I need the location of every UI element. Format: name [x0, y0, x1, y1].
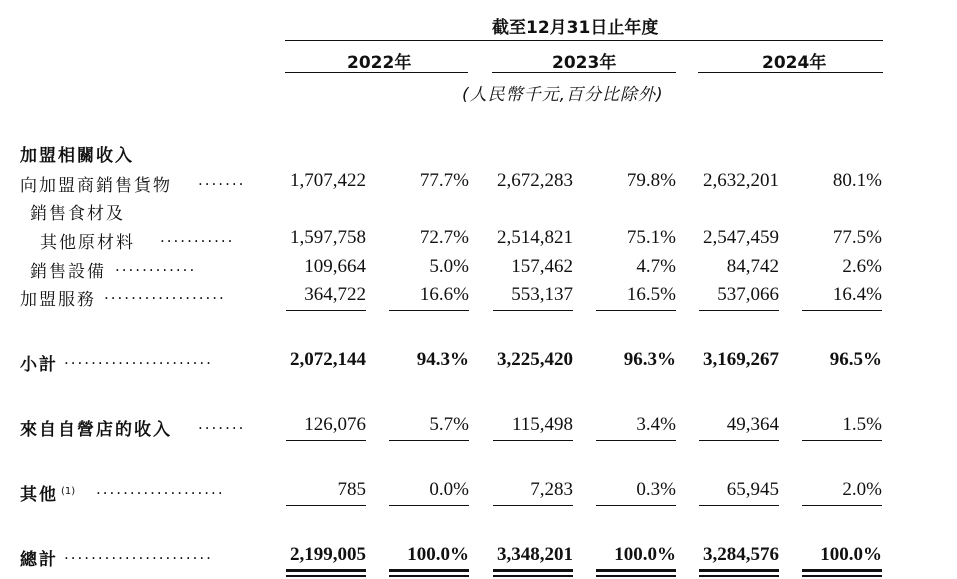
subtotal-rule	[286, 310, 366, 311]
value-2024: 3,284,576	[703, 544, 779, 565]
total-double-rule	[493, 569, 573, 577]
total-double-rule	[596, 569, 676, 577]
value-2023: 3,348,201	[497, 544, 573, 565]
percent-2022: 5.0%	[429, 256, 469, 277]
percent-2023: 75.1%	[626, 227, 676, 248]
value-2023: 553,137	[511, 284, 573, 305]
percent-2022: 100.0%	[407, 544, 469, 565]
year-rule-2024	[698, 72, 883, 73]
percent-2023: 0.3%	[636, 479, 676, 500]
row-rule	[802, 505, 882, 506]
subtotal-rule	[699, 310, 779, 311]
value-2024: 3,169,267	[703, 349, 779, 370]
value-2022: 126,076	[304, 414, 366, 435]
period-header-rule	[285, 40, 883, 41]
row-label	[20, 480, 75, 505]
row-leader-dots: ............	[115, 257, 197, 275]
footnote-marker: (1)	[61, 486, 76, 497]
year-header-2023: 2023年	[552, 53, 617, 73]
row-leader-dots: .......	[198, 415, 246, 433]
year-rule-2023	[492, 72, 676, 73]
percent-2023: 3.4%	[636, 414, 676, 435]
section-title: 加盟相關收入	[20, 146, 134, 166]
row-rule	[802, 440, 882, 441]
percent-2022: 16.6%	[419, 284, 469, 305]
percent-2022: 94.3%	[416, 349, 469, 370]
year-header-2022: 2022年	[347, 53, 412, 73]
value-2022: 2,072,144	[290, 349, 366, 370]
row-label: 銷售設備	[30, 262, 106, 282]
percent-2024: 96.5%	[829, 349, 882, 370]
value-2023: 2,514,821	[497, 227, 573, 248]
value-2023: 157,462	[511, 256, 573, 277]
value-2023: 3,225,420	[497, 349, 573, 370]
percent-2022: 72.7%	[419, 227, 469, 248]
value-2023: 2,672,283	[497, 170, 573, 191]
unit-note: (人民幣千元,百分比除外)	[462, 85, 664, 105]
row-label: 來自自營店的收入	[20, 420, 172, 440]
percent-2023: 79.8%	[626, 170, 676, 191]
percent-2024: 16.4%	[832, 284, 882, 305]
subtotal-rule	[596, 310, 676, 311]
row-leader-dots: ......................	[64, 545, 213, 563]
row-rule	[493, 440, 573, 441]
value-2024: 65,945	[726, 479, 779, 500]
row-leader-dots: ......................	[64, 350, 213, 368]
percent-2023: 16.5%	[626, 284, 676, 305]
row-rule	[699, 505, 779, 506]
value-2022: 1,597,758	[290, 227, 366, 248]
percent-2024: 100.0%	[820, 544, 882, 565]
value-2022: 1,707,422	[290, 170, 366, 191]
period-header: 截至12月31日止年度	[492, 18, 659, 38]
value-2024: 49,364	[726, 414, 779, 435]
value-2024: 2,632,201	[703, 170, 779, 191]
value-2024: 537,066	[717, 284, 779, 305]
row-rule	[389, 505, 469, 506]
row-rule	[286, 505, 366, 506]
value-2024: 84,742	[726, 256, 779, 277]
subtotal-rule	[493, 310, 573, 311]
value-2023: 7,283	[530, 479, 573, 500]
year-header-2024: 2024年	[762, 53, 827, 73]
percent-2023: 96.3%	[623, 349, 676, 370]
percent-2022: 5.7%	[429, 414, 469, 435]
value-2022: 109,664	[304, 256, 366, 277]
row-leader-dots: .......	[198, 171, 246, 189]
percent-2024: 2.6%	[842, 256, 882, 277]
row-rule	[596, 505, 676, 506]
percent-2023: 4.7%	[636, 256, 676, 277]
row-leader-dots: ..................	[104, 285, 226, 303]
row-label-line1: 銷售食材及	[30, 204, 125, 224]
row-label: 小計	[20, 355, 58, 375]
total-double-rule	[802, 569, 882, 577]
row-leader-dots: ...................	[96, 480, 225, 498]
value-2023: 115,498	[511, 414, 573, 435]
total-double-rule	[699, 569, 779, 577]
year-rule-2022	[285, 72, 468, 73]
row-rule	[596, 440, 676, 441]
row-rule	[493, 505, 573, 506]
percent-2022: 77.7%	[419, 170, 469, 191]
percent-2024: 80.1%	[832, 170, 882, 191]
subtotal-rule	[389, 310, 469, 311]
value-2022: 785	[337, 479, 366, 500]
percent-2024: 2.0%	[842, 479, 882, 500]
row-label: 其他原材料	[40, 233, 135, 253]
total-double-rule	[286, 569, 366, 577]
percent-2024: 1.5%	[842, 414, 882, 435]
row-label: 加盟服務	[20, 290, 96, 310]
total-double-rule	[389, 569, 469, 577]
row-rule	[286, 440, 366, 441]
value-2024: 2,547,459	[703, 227, 779, 248]
row-label-text: 其他	[20, 485, 58, 505]
value-2022: 2,199,005	[290, 544, 366, 565]
row-rule	[389, 440, 469, 441]
percent-2022: 0.0%	[429, 479, 469, 500]
row-leader-dots: ...........	[160, 228, 235, 246]
row-label: 總計	[20, 550, 58, 570]
percent-2023: 100.0%	[614, 544, 676, 565]
subtotal-rule	[802, 310, 882, 311]
row-label: 向加盟商銷售貨物	[20, 176, 172, 196]
value-2022: 364,722	[304, 284, 366, 305]
percent-2024: 77.5%	[832, 227, 882, 248]
row-rule	[699, 440, 779, 441]
